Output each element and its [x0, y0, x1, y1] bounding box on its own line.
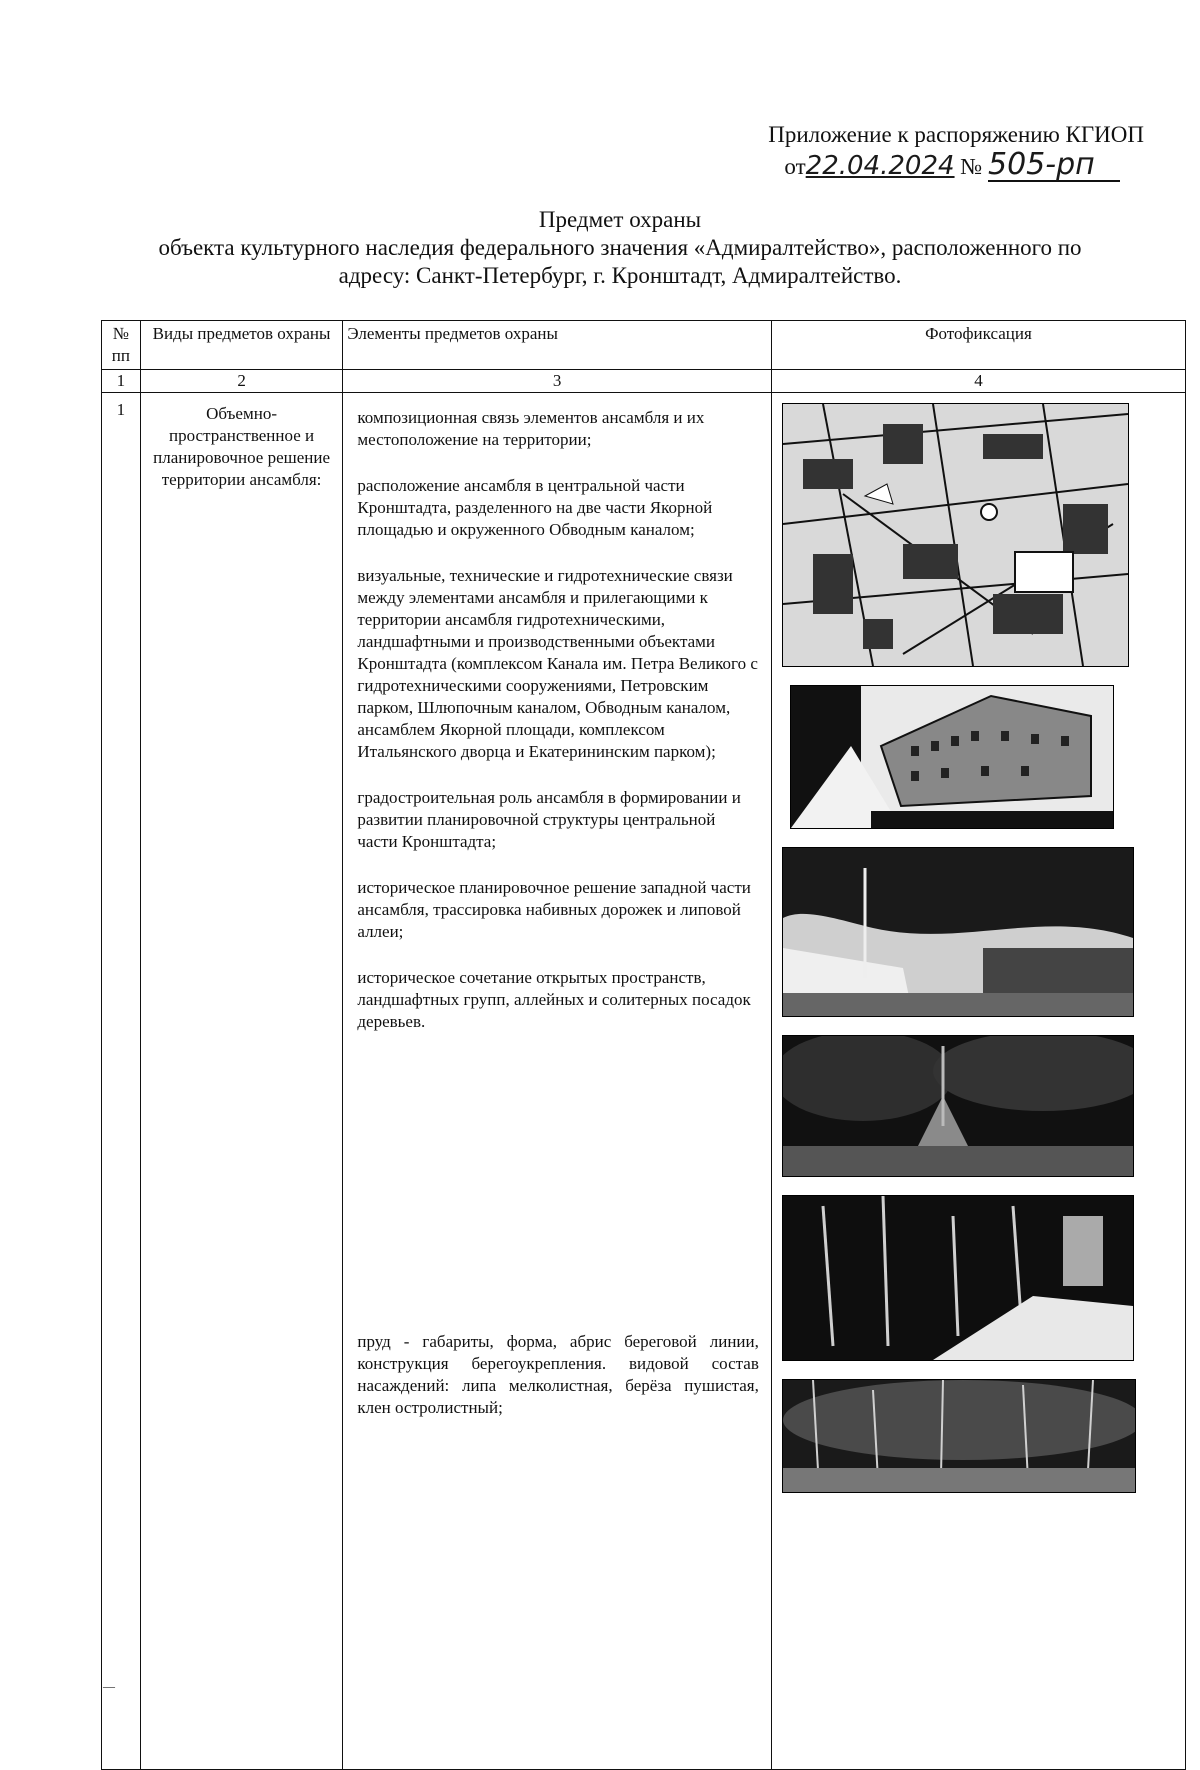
handwritten-date: 22.04.2024: [805, 151, 955, 181]
appendix-header: [768, 120, 1144, 182]
table-row: [102, 393, 1186, 1770]
linden-alley-photo: [782, 1195, 1134, 1361]
header-number: № пп: [102, 321, 141, 370]
element-item: историческое планировочное решение западной части ансамбля, трассировка набивных дорожек и липовой аллеи;: [357, 878, 751, 941]
margin-mark: —: [103, 1679, 115, 1693]
admiralty-building-photo: [790, 685, 1114, 829]
element-item: расположение ансамбля в центральной части Кронштадта, разделенного на две части Якорной площадью и окруженного Обводным каналом;: [357, 476, 713, 539]
column-number-row: [102, 370, 1186, 393]
row-number: 1: [102, 393, 141, 1770]
pond-photo: [782, 1379, 1136, 1493]
title-line1: Предмет охраны: [538, 207, 702, 232]
column-number: 2: [140, 370, 343, 393]
title-line2: объекта культурного наследия федерального значения «Адмиралтейство», расположенного по: [158, 235, 1082, 260]
column-number: 1: [102, 370, 141, 393]
header-elements: Элементы предметов охраны: [343, 321, 772, 370]
table-header-row: [102, 321, 1186, 370]
header-kinds: Виды предметов охраны: [140, 321, 343, 370]
row-kind: Объемно-пространственное и планировочное решение территории ансамбля:: [140, 393, 343, 1770]
row-elements: [343, 393, 772, 1770]
aerial-map-photo: [782, 403, 1129, 667]
column-number: 4: [771, 370, 1185, 393]
number-label: №: [960, 154, 983, 179]
pond-element-item: пруд - габариты, форма, абрис береговой линии, конструкция берегоукрепления. видовой состав насаждений: липа мелколистная, берёза пушистая, клен остролистный;: [357, 1332, 759, 1417]
appendix-date-line: [768, 147, 1120, 182]
element-item: композиционная связь элементов ансамбля и их местоположение на территории;: [357, 408, 705, 449]
park-trees-photo: [782, 1035, 1134, 1177]
appendix-line1: Приложение к распоряжению КГИОП: [768, 122, 1144, 147]
street-alley-photo: [782, 847, 1134, 1017]
from-label: от: [784, 154, 806, 179]
protection-table: [101, 320, 1186, 1770]
element-item: градостроительная роль ансамбля в формировании и развитии планировочной структуры центральной части Кронштадта;: [357, 788, 741, 851]
title-line3: адресу: Санкт-Петербург, г. Кронштадт, Адмиралтейство.: [338, 263, 902, 288]
column-number: 3: [343, 370, 772, 393]
header-photos: Фотофиксация: [771, 321, 1185, 370]
document-title: [120, 206, 1120, 290]
element-item: визуальные, технические и гидротехнические связи между элементами ансамбля и прилегающими к территории ансамбля гидротехническими, ландшафтными и производственными объектами Кронштадта (комплексом Канала им. Петра Великого с гидротехническими сооружениями, Петровским парком, Шлюпочным каналом, Обводным каналом, ансамблем Якорной площади, комплексом Итальянского дворца и Екатерининским парком);: [357, 566, 758, 761]
element-item: историческое сочетание открытых пространств, ландшафтных групп, аллейных и солитерных посадок деревьев.: [357, 968, 751, 1031]
row-photos: [771, 393, 1185, 1770]
handwritten-number: 505-рп: [988, 150, 1120, 182]
